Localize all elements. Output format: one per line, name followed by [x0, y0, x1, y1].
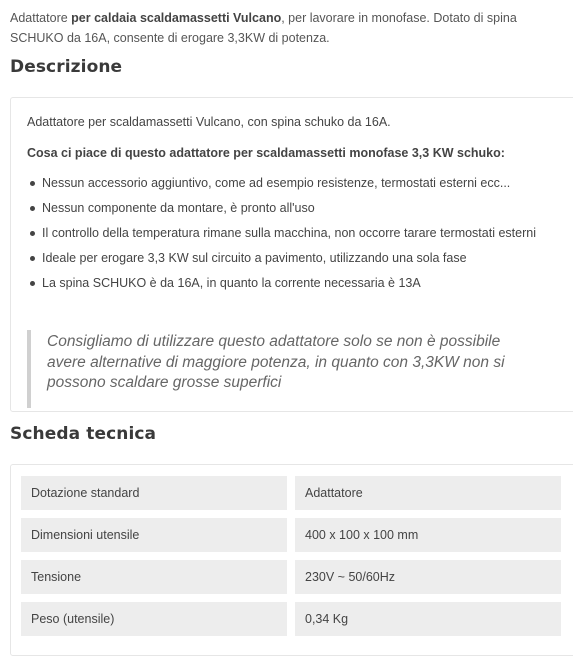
specs-table — [13, 468, 569, 644]
intro-text: Adattatore — [10, 11, 72, 25]
spec-value: Adattatore — [295, 476, 561, 510]
benefits-list — [27, 173, 542, 298]
list-item — [27, 223, 542, 243]
bullet-icon — [30, 231, 35, 236]
specs-title: Scheda tecnica — [10, 424, 157, 444]
product-intro — [10, 8, 565, 48]
table-row — [21, 560, 561, 594]
list-item — [27, 198, 542, 218]
description-title: Descrizione — [10, 57, 123, 77]
list-item — [27, 273, 542, 293]
description-subheading: Cosa ci piace di questo adattatore per scaldamassetti monofase 3,3 KW schuko: — [27, 146, 505, 160]
table-row — [21, 476, 561, 510]
list-item-text: Ideale per erogare 3,3 KW sul circuito a pavimento, utilizzando una sola fase — [42, 251, 467, 265]
spec-label: Peso (utensile) — [21, 602, 287, 636]
spec-label: Dotazione standard — [21, 476, 287, 510]
bullet-icon — [30, 256, 35, 261]
spec-value: 230V ~ 50/60Hz — [295, 560, 561, 594]
bullet-icon — [30, 181, 35, 186]
list-item-text: Nessun componente da montare, è pronto all'uso — [42, 201, 315, 215]
table-row — [21, 518, 561, 552]
list-item-text: La spina SCHUKO è da 16A, in quanto la corrente necessaria è 13A — [42, 276, 421, 290]
quote-text: Consigliamo di utilizzare questo adattatore solo se non è possibile avere alternative di maggiore potenza, in quanto con 3,3KW non si possono scaldare grosse superfici — [47, 333, 505, 391]
list-item — [27, 248, 542, 268]
description-card — [10, 97, 573, 412]
description-paragraph: Adattatore per scaldamassetti Vulcano, con spina schuko da 16A. — [27, 115, 391, 129]
spec-label: Tensione — [21, 560, 287, 594]
advice-quote — [27, 330, 527, 408]
spec-value: 400 x 100 x 100 mm — [295, 518, 561, 552]
intro-bold-text: per caldaia scaldamassetti Vulcano — [71, 11, 282, 25]
list-item — [27, 173, 542, 193]
list-item-text: Nessun accessorio aggiuntivo, come ad esempio resistenze, termostati esterni ecc... — [42, 176, 511, 190]
specs-card — [10, 464, 573, 656]
spec-label: Dimensioni utensile — [21, 518, 287, 552]
bullet-icon — [30, 281, 35, 286]
intro-text-end: , per lavorare in monofase. Dotato di spina SCHUKO da 16A, consente di erogare 3,3KW di potenza. — [10, 11, 517, 45]
spec-value: 0,34 Kg — [295, 602, 561, 636]
table-row — [21, 602, 561, 636]
list-item-text: Il controllo della temperatura rimane sulla macchina, non occorre tarare termostati esterni — [42, 226, 536, 240]
bullet-icon — [30, 206, 35, 211]
